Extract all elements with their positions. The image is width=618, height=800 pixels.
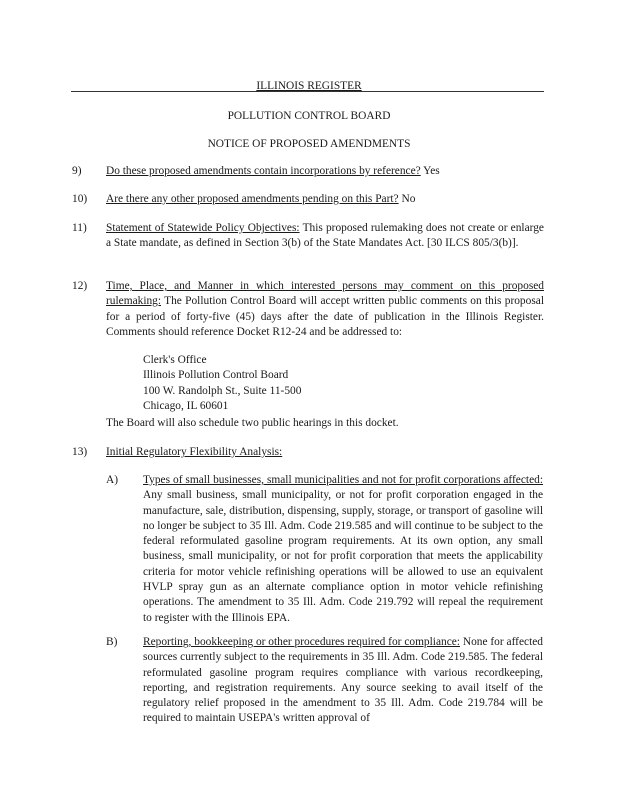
item-13-number: 13) xyxy=(72,446,88,458)
address-line: Illinois Pollution Control Board xyxy=(143,369,289,382)
item-12 xyxy=(106,279,544,340)
item-13b-text: None for affected sources currently subject to the requirements in 35 Ill. Adm. Code 219.585. The federal reformulated gasoline program requires compliance with various recordkeeping, reporting, and registration requirements. Any source seeking to avail itself of the regulatory relief proposed in the amendment to 35 Ill. Adm. Code 219.784 will be required to maintain USEPA's written approval of xyxy=(143,636,543,725)
address-line: 100 W. Randolph St., Suite 11-500 xyxy=(143,384,302,397)
item-13b-letter: B) xyxy=(106,636,118,648)
item-13-label: Initial Regulatory Flexibility Analysis: xyxy=(106,446,283,458)
item-13 xyxy=(106,445,544,460)
item-12-label: Time, Place, and Manner in which interested persons may comment on this proposed rulemaking: xyxy=(106,280,544,308)
item-13a-letter: A) xyxy=(106,474,119,486)
item-13a-label: Types of small businesses, small municipalities and not for profit corporations affected: xyxy=(143,474,543,486)
agency-title: POLLUTION CONTROL BOARD xyxy=(227,110,391,122)
item-10-number: 10) xyxy=(72,193,88,205)
item-12-text: The Pollution Control Board will accept written public comments on this proposal for a period of forty-five (45) days after the date of publication in the Illinois Register. Comments should reference Docket R12-24 and be addressed to: xyxy=(106,295,544,338)
item-13a-text: Any small business, small municipality, or not for profit corporation engaged in the manufacture, sale, distribution, dispensing, supply, storage, or transport of gasoline will no longer be subject to 35 Ill. Adm. Code 219.585 and will continue to be subject to the federal reformulated gasoline program requirements. At its own option, any small business, small municipality, or not for profit corporation that meets the applicability criteria for motor vehicle refinishing operations will be allowed to use an equivalent HVLP spray gun as an alternate compliance option in motor vehicle refinishing operations. The amendment to 35 Ill. Adm. Code 219.792 will repeal the requirement to register with the Illinois EPA. xyxy=(143,489,543,624)
item-9-label: Do these proposed amendments contain incorporations by reference? xyxy=(106,165,421,177)
address-line: Clerk's Office xyxy=(143,354,207,366)
item-11-label: Statement of Statewide Policy Objectives: xyxy=(106,222,300,234)
item-9-value: Yes xyxy=(423,165,440,177)
item-9-number: 9) xyxy=(72,165,82,177)
item-12-number: 12) xyxy=(72,280,88,292)
item-10-value: No xyxy=(401,193,416,205)
item-9 xyxy=(106,164,544,179)
item-10-label: Are there any other proposed amendments pending on this Part? xyxy=(106,193,399,205)
header-rule xyxy=(71,91,544,92)
item-13a xyxy=(143,473,543,626)
notice-title: NOTICE OF PROPOSED AMENDMENTS xyxy=(207,138,411,150)
item-13b-label: Reporting, bookkeeping or other procedures required for compliance: xyxy=(143,636,460,648)
address-block xyxy=(143,353,301,414)
item-11-text: This proposed rulemaking does not create or enlarge a State mandate, as defined in Section 3(b) of the State Mandates Act. [30 ILCS 805/3(b)]. xyxy=(106,222,544,250)
item-13b xyxy=(143,635,543,727)
address-line: Chicago, IL 60601 xyxy=(143,399,229,412)
register-title: ILLINOIS REGISTER xyxy=(256,80,362,92)
hearings-note: The Board will also schedule two public hearings in this docket. xyxy=(106,417,399,429)
item-10 xyxy=(106,192,544,207)
item-11-number: 11) xyxy=(72,222,87,234)
item-11 xyxy=(106,221,544,252)
